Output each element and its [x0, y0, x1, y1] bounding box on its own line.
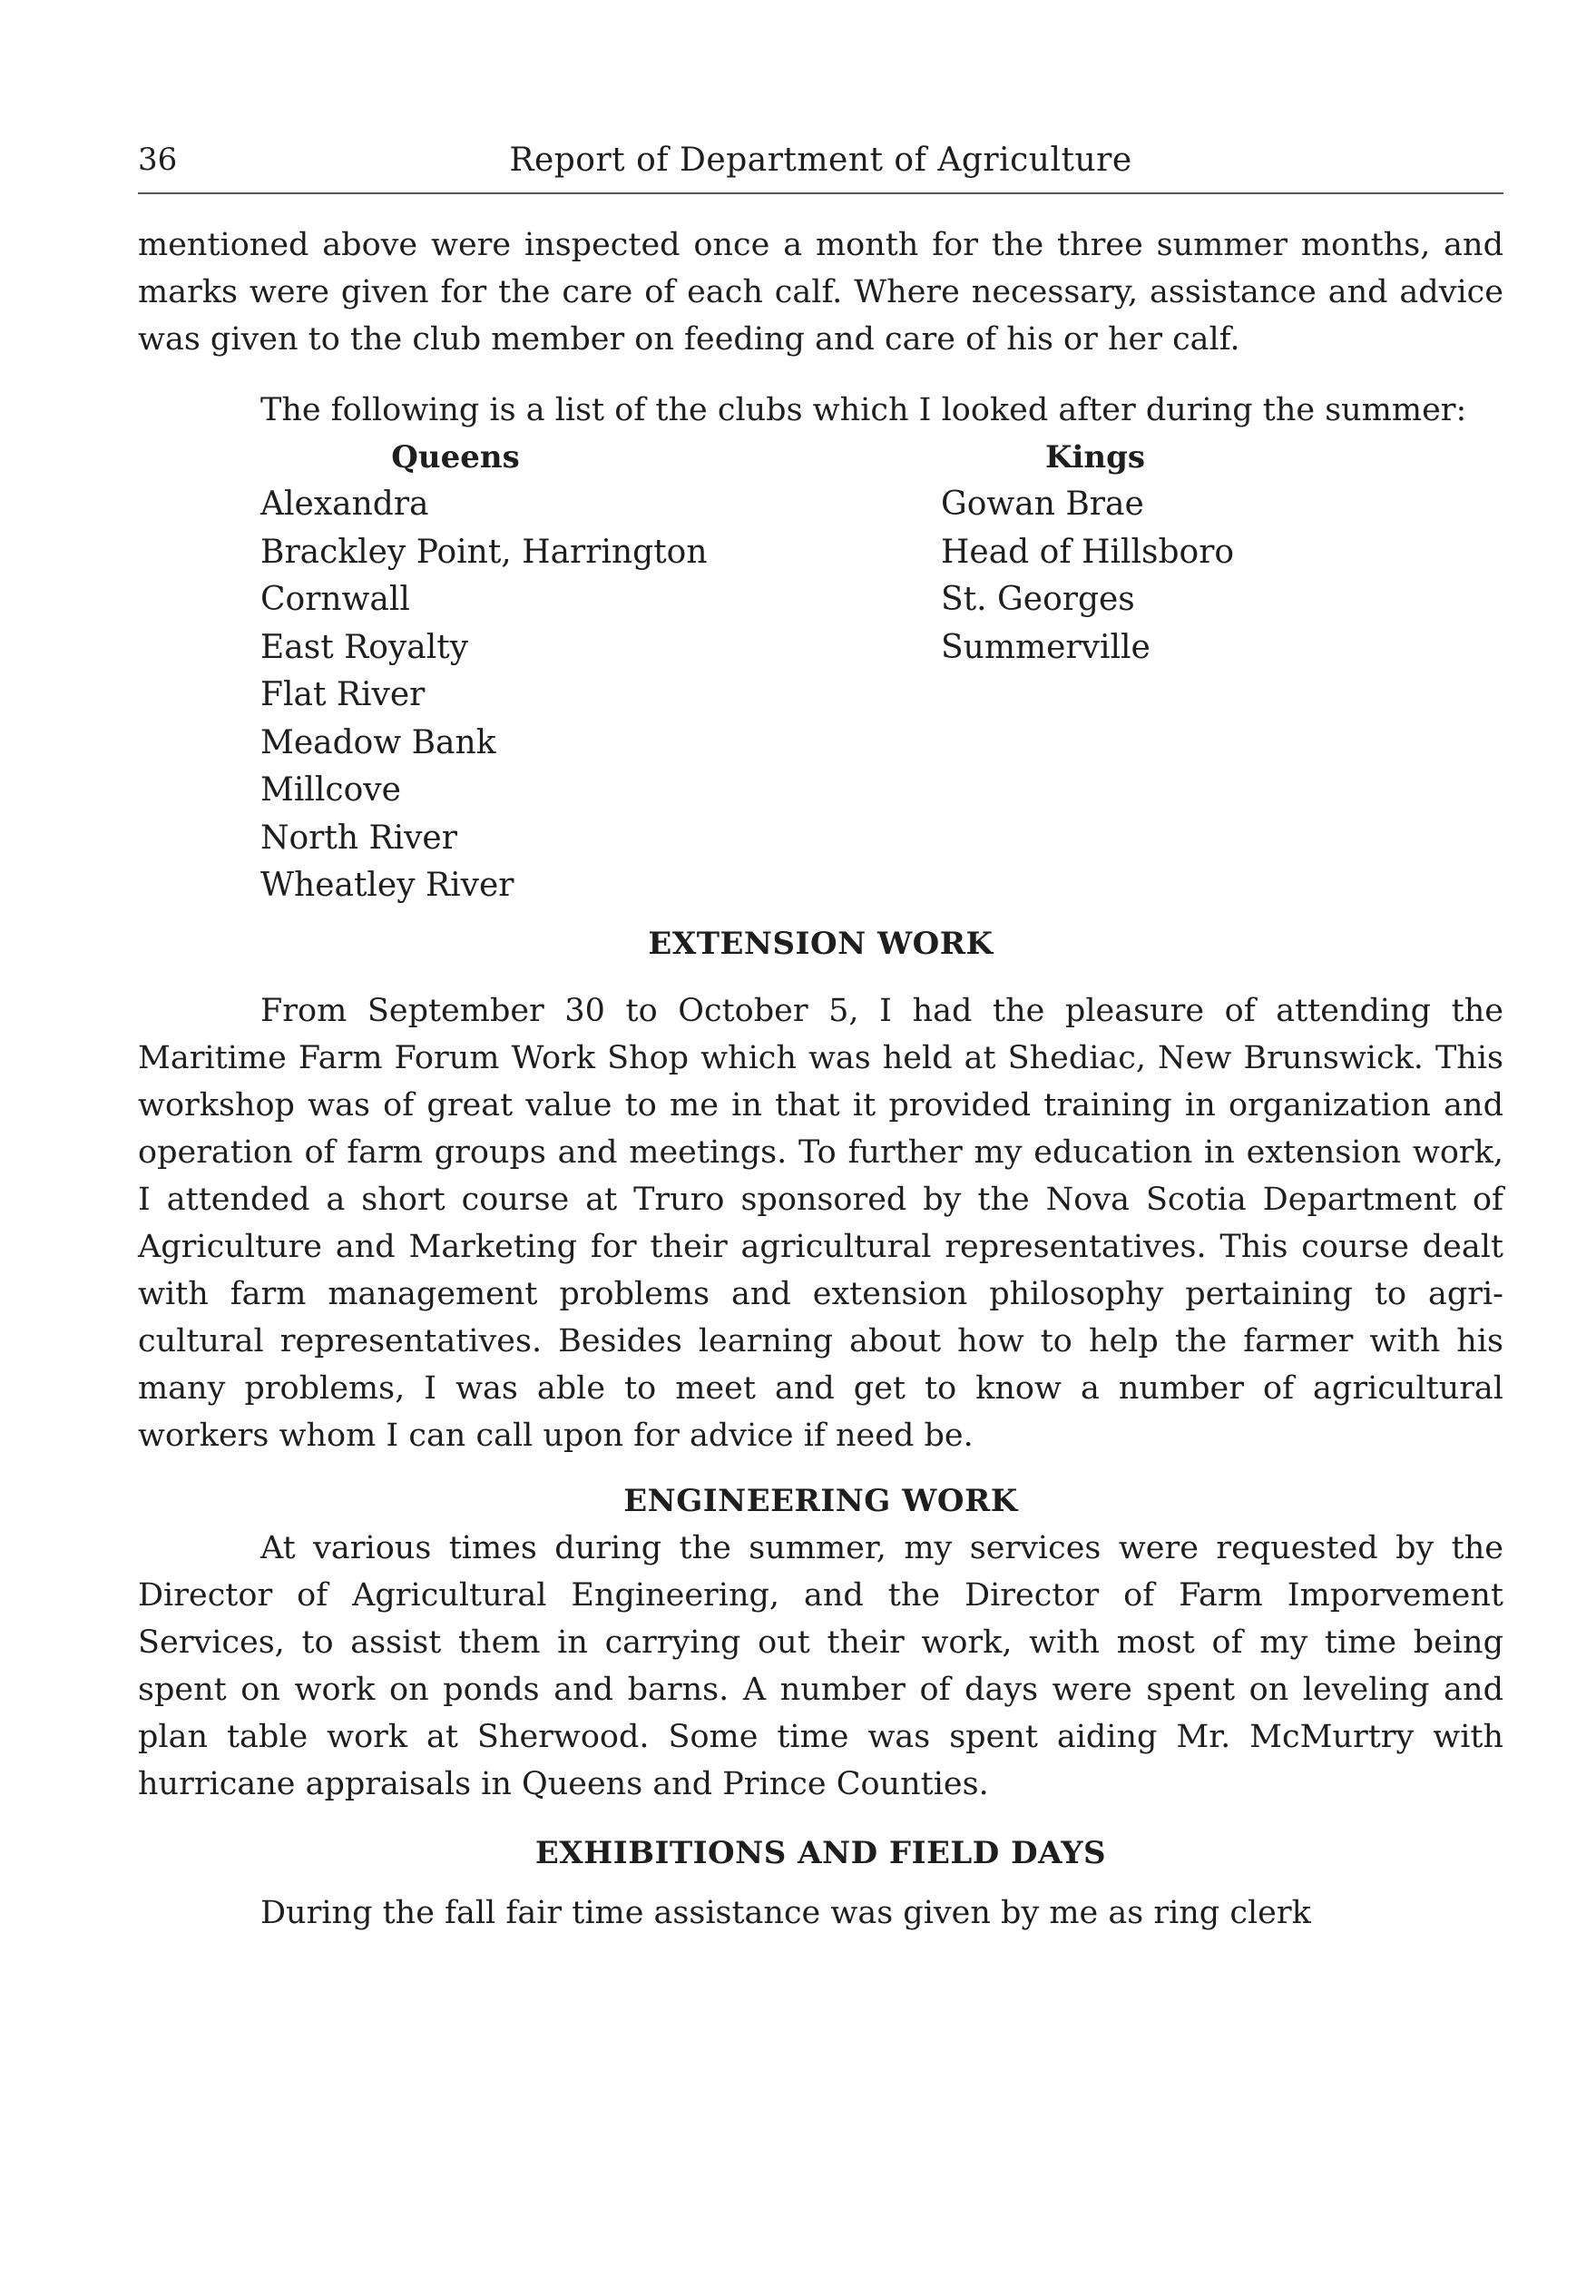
- queens-heading: Queens: [391, 439, 520, 476]
- clubs-list: [138, 434, 1503, 902]
- kings-column: [941, 434, 1249, 672]
- club-item: Millcove: [260, 771, 401, 809]
- club-item: Gowan Brae: [941, 486, 1144, 523]
- page-number: 36: [138, 142, 178, 178]
- club-item: Wheatley River: [260, 867, 514, 904]
- extension-work-heading: EXTENSION WORK: [648, 926, 994, 962]
- kings-heading: Kings: [1044, 439, 1146, 476]
- club-item: North River: [260, 819, 457, 857]
- club-item: Cornwall: [260, 581, 410, 618]
- club-item: East Royalty: [260, 628, 469, 666]
- club-item: Brackley Point, Harrington: [260, 533, 708, 571]
- club-item: St. Georges: [941, 581, 1135, 618]
- exhibitions-heading: EXHIBITIONS AND FIELD DAYS: [534, 1835, 1107, 1871]
- club-item: Alexandra: [260, 486, 429, 523]
- queens-column: [260, 434, 708, 910]
- club-item: Summerville: [941, 628, 1150, 666]
- page-header: [138, 136, 1503, 194]
- club-item: Meadow Bank: [260, 723, 496, 761]
- page: [138, 136, 1503, 1937]
- club-item: Flat River: [260, 676, 426, 713]
- engineering-work-paragraph: At various times during the summer, my services were requested by the Director of Agricultural Engineering, and the Director of Farm Imporvement Services, to assist them in carrying out their work, with most of my time being spent on work on ponds and barns. A number of days were spent on leveling and plan table work at Sherwood. Some time was spent aiding Mr. McMurtry with hurricane appraisals in Queens and Prince Counties.: [138, 1530, 1503, 1802]
- club-item: Head of Hillsboro: [941, 533, 1235, 571]
- intro-paragraph: mentioned above were inspected once a month for the three summer months, and marks were given for the care of each calf. Where necessary, assistance and advice was given to the club member on feeding and care of his or her calf.: [138, 227, 1503, 358]
- running-title: Report of Department of Agriculture: [509, 142, 1132, 179]
- clubs-intro-paragraph: The following is a list of the clubs which I looked after during the summer:: [260, 392, 1467, 428]
- exhibitions-paragraph: During the fall fair time assistance was given by me as ring clerk: [260, 1895, 1311, 1931]
- engineering-work-heading: ENGINEERING WORK: [623, 1483, 1018, 1519]
- extension-work-paragraph: From September 30 to October 5, I had the pleasure of attending the Maritime Farm Forum Work Shop which was held at Shediac, New Brunswick. This workshop was of great value to me in that it provided training in organization and operation of farm groups and meetings. To further my education in extension work, I attended a short course at Truro sponsored by the Nova Scotia Department of Agriculture and Marketing for their agricultural representatives. This course dealt with farm management problems and extension philosophy pertaining to agricultural representatives. Besides learning about how to help the farmer with his many problems, I was able to meet and get to know a number of agricultural workers whom I can call upon for advice if need be.: [138, 993, 1503, 1454]
